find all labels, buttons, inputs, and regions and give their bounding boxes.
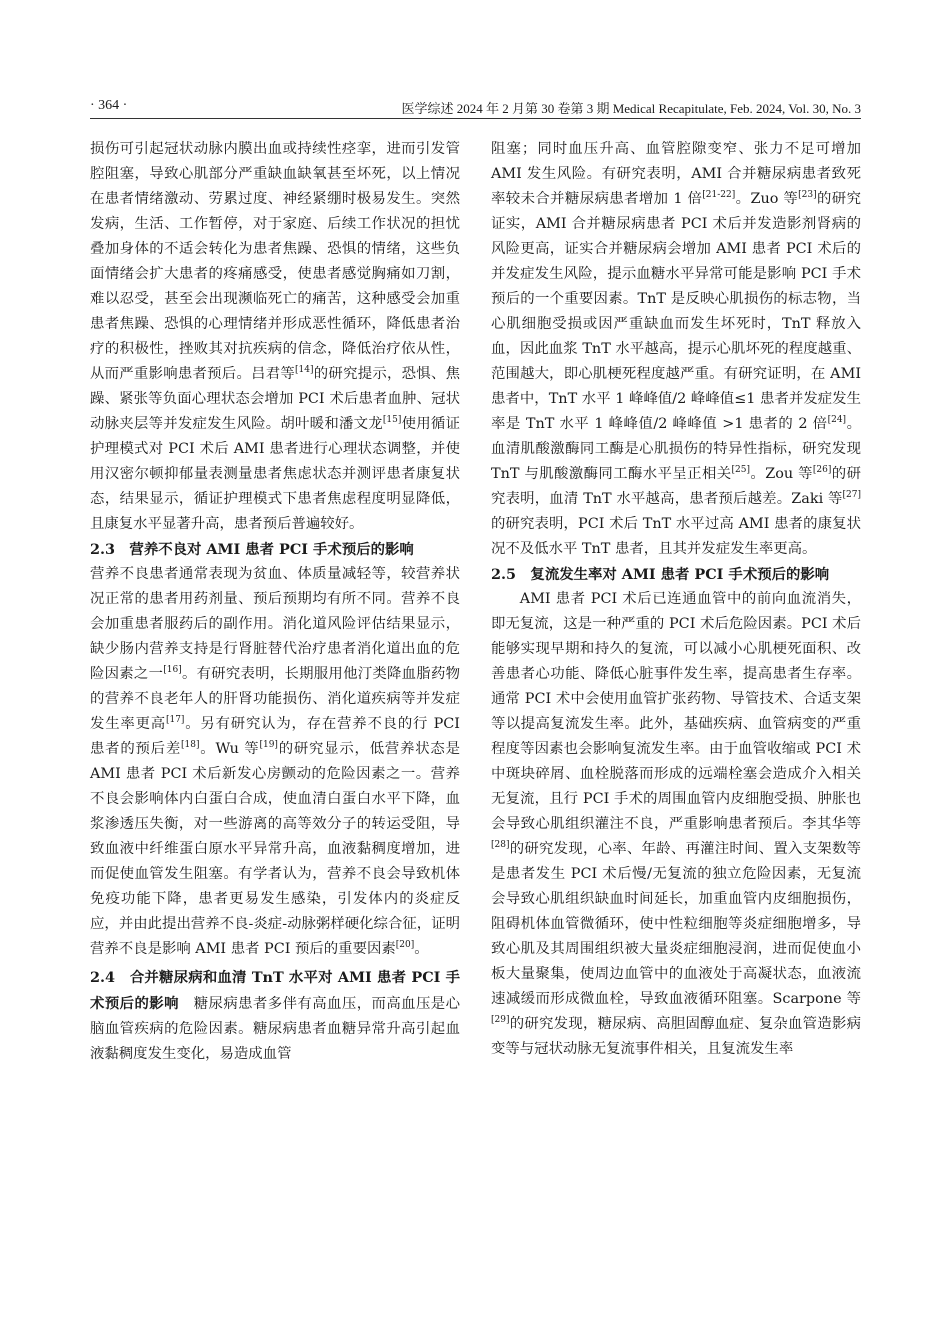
paragraph: 营养不良患者通常表现为贫血、体质量减轻等，较营养状况正常的患者用药剂量、预后预期均有所不同。营养不良会加重患者服药后的副作用。消化道风险评估结果显示，缺少肠内营养支持是行肾脏替代治疗患者消化道出血的危险因素之一[16]。有研究表明，长期服用他汀类降血脂药物的营养不良老年人的肝肾功能损伤、消化道疾病等并发症发生率更高[17]。另有研究认为，存在营养不良的行 PCI 患者的预后差[18]。Wu 等[19]的研究显示，低营养状态是 AMI 患者 PCI 术后新发心房颤动的危险因素之一。营养不良会影响体内白蛋白合成，使血清白蛋白水平下降，血浆渗透压失衡，对一些游离的高等效分子的转运受阻，导致血液中纤维蛋白原水平异常升高，血液黏稠度增加，进而促使血管发生阻塞。有学者认为，营养不良会导致机体免疫功能下降，患者更易发生感染，引发体内的炎症反应，并由此提出营养不良-炎症-动脉粥样硬化综合征，证明营养不良是影响 AMI 患者 PCI 预后的重要因素[20]。 (90, 566, 460, 957)
citation-ref[interactable]: [27] (842, 490, 861, 500)
running-head: 医学综述 2024 年 2 月第 30 卷第 3 期 Medical Recapitulate, Feb. 2024, Vol. 30, No. 3 (401, 101, 861, 116)
citation-ref[interactable]: [20] (395, 940, 415, 950)
page-number: · 364 · (90, 98, 128, 113)
right-column (491, 137, 861, 1062)
paragraph: 2.4 合并糖尿病和血清 TnT 水平对 AMI 患者 PCI 手术预后的影响 糖尿病患者多伴有高血压，而高血压是心脑血管疾病的危险因素。糖尿病患者血糖异常升高引起血液黏稠度发生变化，易造成血管 (90, 969, 460, 1062)
section-heading-2-3: 2.3 营养不良对 AMI 患者 PCI 手术预后的影响 (90, 541, 414, 558)
citation-ref[interactable]: [14] (295, 365, 314, 375)
citation-ref[interactable]: [25] (731, 465, 751, 475)
citation-ref[interactable]: [19] (259, 740, 278, 750)
citation-ref[interactable]: [17] (165, 715, 185, 725)
citation-ref[interactable]: [29] (491, 1015, 510, 1025)
paragraph: 损伤可引起冠状动脉内膜出血或持续性痉挛，进而引发管腔阻塞，导致心肌部分严重缺血缺氧甚至坏死，以上情况在患者情绪激动、劳累过度、神经紧绷时极易发生。突然发病，生活、工作暂停，对于家庭、后续工作状况的担忧叠加身体的不适会转化为患者焦躁、恐惧的情绪，这些负面情绪会扩大患者的疼痛感受，使患者感觉胸痛如刀割，难以忍受，甚至会出现濒临死亡的痛苦，这种感受会加重患者焦躁、恐惧的心理情绪并形成恶性循环，降低患者治疗的积极性，挫败其对抗疾病的信念，降低治疗依从性，从而严重影响患者预后。吕君等[14]的研究提示，恐惧、焦躁、紧张等负面心理状态会增加 PCI 术后患者血肿、冠状动脉夹层等并发症发生风险。胡叶暖和潘文龙[15]使用循证护理模式对 PCI 术后 AMI 患者进行心理状态调整，并使用汉密尔顿抑郁量表测量患者焦虑状态并测评患者康复状态，结果显示，循证护理模式下患者焦虑程度明显降低，且康复水平显著升高，患者预后普遍较好。 (90, 141, 460, 532)
citation-ref[interactable]: [24] (827, 415, 847, 425)
citation-ref[interactable]: [18] (181, 740, 200, 750)
section-heading-2-5: 2.5 复流发生率对 AMI 患者 PCI 手术预后的影响 (491, 566, 830, 583)
citation-ref[interactable]: [16] (163, 665, 182, 675)
page-header (90, 92, 861, 119)
citation-ref[interactable]: [21-22] (702, 190, 736, 200)
section-heading-2-4: 2.4 合并糖尿病和血清 TnT 水平对 AMI 患者 PCI 手术预后的影响 (90, 969, 460, 1012)
left-column (90, 137, 460, 1067)
citation-ref[interactable]: [15] (382, 415, 402, 425)
paragraph: AMI 患者 PCI 术后已连通血管中的前向血流消失，即无复流，这是一种严重的 PCI 术后危险因素。PCI 术后能够实现早期和持久的复流，可以减小心肌梗死面积、改善患者心功能、降低心脏事件发生率，提高患者生存率。通常 PCI 术中会使用血管扩张药物、导管技术、合适支架等以提高复流发生率。此外，基础疾病、血管病变的严重程度等因素也会影响复流发生率。由于血管收缩或 PCI 术中斑块碎屑、血栓脱落而形成的远端栓塞会造成介入相关无复流，且行 PCI 手术的周围血管内皮细胞受损、肿胀也会导致心肌组织灌注不良，严重影响患者预后。李其华等[28]的研究发现，心率、年龄、再灌注时间、置入支架数等是患者发生 PCI 术后慢/无复流的独立危险因素，无复流会导致心肌组织缺血时间延长，加重血管内皮细胞损伤，阻碍机体血管微循环，使中性粒细胞等炎症细胞增多，导致心肌及其周围组织被大量炎症细胞浸润，进而促使血小板大量聚集，使周边血管中的血液处于高凝状态，血液流速减缓而形成微血栓，导致血液循环阻塞。Scarpone 等[29]的研究发现，糖尿病、高胆固醇血症、复杂血管造影病变等与冠状动脉无复流事件相关，且复流发生率 (491, 591, 861, 1057)
citation-ref[interactable]: [23] (798, 190, 817, 200)
citation-ref[interactable]: [26] (812, 465, 832, 475)
citation-ref[interactable]: [28] (491, 840, 510, 850)
paragraph: 阻塞；同时血压升高、血管腔隙变窄、张力不足可增加 AMI 发生风险。有研究表明，AMI 合并糖尿病患者致死率较未合并糖尿病患者增加 1 倍[21-22]。Zuo 等[23]的研究证实，AMI 合并糖尿病患者 PCI 术后并发造影剂肾病的风险更高，证实合并糖尿病会增加 AMI 患者 PCI 术后的并发症发生风险，提示血糖水平异常可能是影响 PCI 手术预后的一个重要因素。TnT 是反映心肌损伤的标志物，当心肌细胞受损或因严重缺血而发生坏死时，TnT 释放入血，因此血浆 TnT 水平越高，提示心肌坏死的程度越重、范围越大，即心肌梗死程度越严重。有研究证明，在 AMI 患者中，TnT 水平 1 峰峰值/2 峰峰值≤1 患者并发症发生率是 TnT 水平 1 峰峰值/2 峰峰值 >1 患者的 2 倍[24]。血清肌酸激酶同工酶是心肌损伤的特异性指标，研究发现 TnT 与肌酸激酶同工酶水平呈正相关[25]。Zou 等[26]的研究表明，血清 TnT 水平越高，患者预后越差。Zaki 等[27]的研究表明，PCI 术后 TnT 水平过高 AMI 患者的康复状况不及低水平 TnT 患者，且其并发症发生率更高。 (491, 141, 861, 557)
